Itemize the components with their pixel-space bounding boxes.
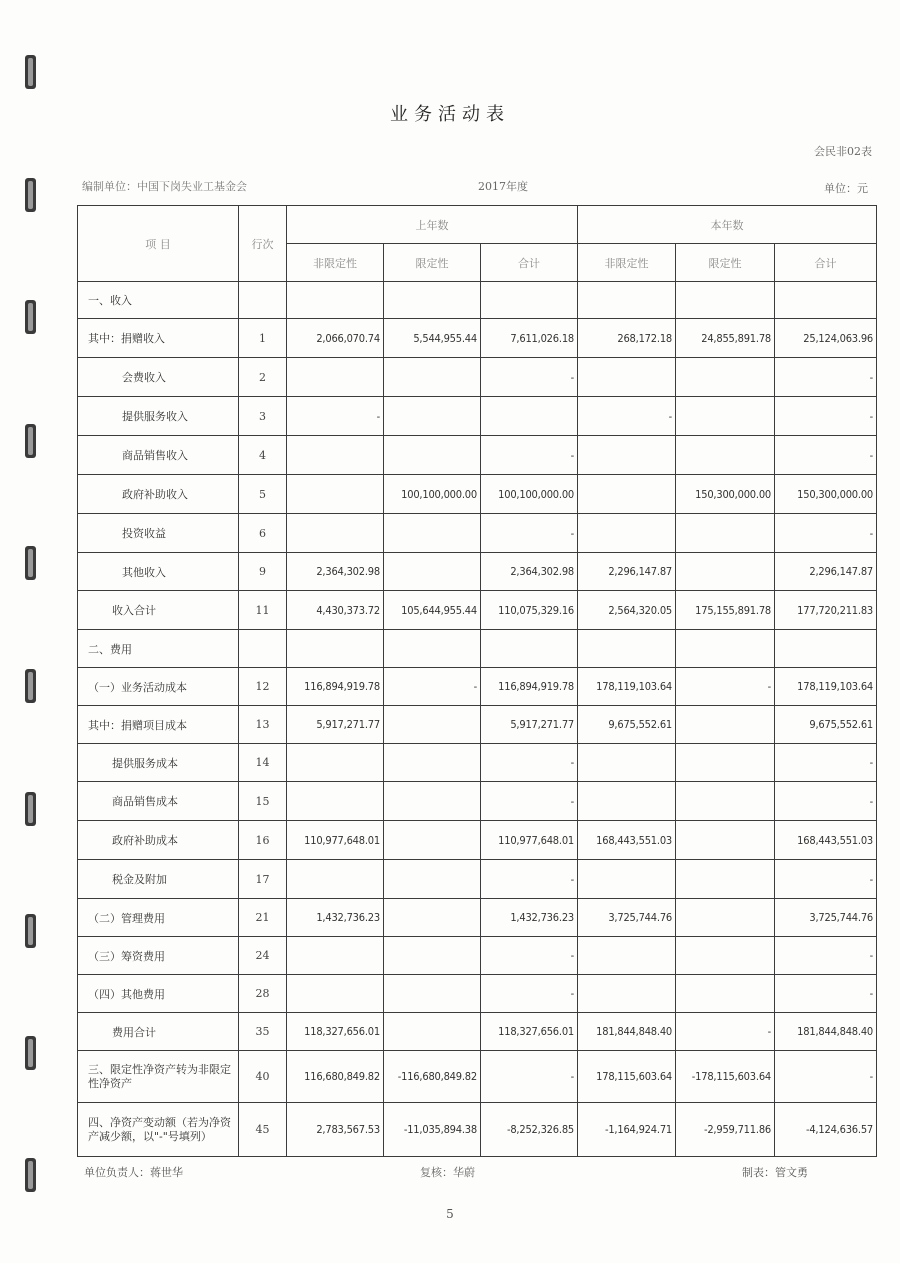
cell-current-unrestricted [578, 514, 676, 553]
cell-prior-total [481, 630, 578, 668]
binder-hole [25, 1036, 36, 1070]
cell-current-unrestricted [578, 975, 676, 1013]
header-prior-total: 合计 [481, 244, 578, 282]
cell-prior-unrestricted [287, 514, 384, 553]
cell-prior-restricted [384, 397, 481, 436]
preparer: 制表：管文勇 [742, 1166, 808, 1179]
binder-hole [25, 300, 36, 334]
table-row [78, 1013, 877, 1051]
cell-prior-restricted [384, 860, 481, 899]
cell-current-total: - [775, 860, 877, 899]
cell-prior-unrestricted: 1,432,736.23 [287, 899, 384, 937]
row-label: 费用合计 [78, 1013, 239, 1051]
table-row [78, 1103, 877, 1157]
cell-current-unrestricted [578, 436, 676, 475]
row-label: 一、收入 [78, 282, 239, 319]
row-line-number: 4 [239, 436, 287, 475]
row-line-number: 17 [239, 860, 287, 899]
cell-prior-restricted [384, 821, 481, 860]
cell-current-unrestricted [578, 475, 676, 514]
cell-prior-restricted [384, 553, 481, 591]
page-number: 5 [446, 1207, 454, 1221]
row-label: 其中：捐赠项目成本 [78, 706, 239, 744]
cell-prior-restricted [384, 514, 481, 553]
cell-current-restricted [676, 975, 775, 1013]
cell-prior-unrestricted: 2,066,070.74 [287, 319, 384, 358]
binder-hole [25, 669, 36, 703]
row-label: 商品销售成本 [78, 782, 239, 821]
cell-current-restricted [676, 860, 775, 899]
cell-prior-unrestricted: - [287, 397, 384, 436]
table-row [78, 397, 877, 436]
cell-prior-restricted [384, 630, 481, 668]
cell-prior-total: 110,075,329.16 [481, 591, 578, 630]
row-label: 收入合计 [78, 591, 239, 630]
currency-unit: 单位：元 [824, 182, 868, 195]
row-label: 其中：捐赠收入 [78, 319, 239, 358]
cell-current-total: - [775, 397, 877, 436]
header-item: 项 目 [78, 206, 239, 282]
row-label: 提供服务收入 [78, 397, 239, 436]
cell-prior-total: 118,327,656.01 [481, 1013, 578, 1051]
cell-current-total: 177,720,211.83 [775, 591, 877, 630]
row-line-number: 5 [239, 475, 287, 514]
row-line-number: 13 [239, 706, 287, 744]
row-label: 提供服务成本 [78, 744, 239, 782]
cell-prior-total: - [481, 1051, 578, 1103]
cell-current-unrestricted: -1,164,924.71 [578, 1103, 676, 1157]
table-row [78, 860, 877, 899]
cell-current-total: - [775, 436, 877, 475]
cell-current-restricted: 24,855,891.78 [676, 319, 775, 358]
cell-current-total: - [775, 782, 877, 821]
table-row [78, 821, 877, 860]
cell-prior-unrestricted [287, 782, 384, 821]
cell-prior-total: - [481, 744, 578, 782]
cell-current-restricted [676, 397, 775, 436]
row-line-number: 2 [239, 358, 287, 397]
cell-current-restricted: -178,115,603.64 [676, 1051, 775, 1103]
cell-current-total: 150,300,000.00 [775, 475, 877, 514]
cell-prior-unrestricted [287, 975, 384, 1013]
cell-current-unrestricted: 181,844,848.40 [578, 1013, 676, 1051]
cell-prior-restricted [384, 937, 481, 975]
cell-prior-unrestricted: 116,894,919.78 [287, 668, 384, 706]
row-line-number: 11 [239, 591, 287, 630]
cell-current-unrestricted: 268,172.18 [578, 319, 676, 358]
cell-prior-unrestricted [287, 744, 384, 782]
cell-current-unrestricted: 9,675,552.61 [578, 706, 676, 744]
cell-prior-total [481, 397, 578, 436]
cell-current-restricted [676, 282, 775, 319]
cell-prior-unrestricted: 2,783,567.53 [287, 1103, 384, 1157]
row-line-number: 35 [239, 1013, 287, 1051]
organization: 编制单位：中国下岗失业工基金会 [82, 180, 247, 193]
cell-prior-total: - [481, 860, 578, 899]
cell-prior-unrestricted [287, 937, 384, 975]
header-prior-unrestricted: 非限定性 [287, 244, 384, 282]
cell-prior-unrestricted: 110,977,648.01 [287, 821, 384, 860]
cell-prior-unrestricted: 118,327,656.01 [287, 1013, 384, 1051]
cell-current-total [775, 630, 877, 668]
cell-current-total: -4,124,636.57 [775, 1103, 877, 1157]
binder-hole [25, 178, 36, 212]
cell-prior-restricted: - [384, 668, 481, 706]
cell-current-total: - [775, 744, 877, 782]
cell-current-unrestricted [578, 282, 676, 319]
cell-prior-total: 7,611,026.18 [481, 319, 578, 358]
cell-prior-restricted: -116,680,849.82 [384, 1051, 481, 1103]
table-body [78, 206, 877, 1157]
header-current-unrestricted: 非限定性 [578, 244, 676, 282]
row-line-number: 12 [239, 668, 287, 706]
row-label: 政府补助成本 [78, 821, 239, 860]
binder-hole [25, 914, 36, 948]
row-line-number: 1 [239, 319, 287, 358]
table-row [78, 1051, 877, 1103]
cell-current-total: 9,675,552.61 [775, 706, 877, 744]
row-label: 会费收入 [78, 358, 239, 397]
page-title: 业务活动表 [390, 104, 510, 125]
cell-prior-total: - [481, 782, 578, 821]
binder-hole [25, 1158, 36, 1192]
table-row [78, 282, 877, 319]
cell-current-unrestricted: 2,296,147.87 [578, 553, 676, 591]
cell-prior-total: - [481, 975, 578, 1013]
cell-current-total: 25,124,063.96 [775, 319, 877, 358]
cell-prior-total [481, 282, 578, 319]
cell-prior-unrestricted [287, 475, 384, 514]
cell-prior-unrestricted [287, 860, 384, 899]
row-line-number: 15 [239, 782, 287, 821]
cell-prior-unrestricted: 5,917,271.77 [287, 706, 384, 744]
cell-current-total: - [775, 975, 877, 1013]
table-row [78, 553, 877, 591]
cell-current-restricted [676, 899, 775, 937]
cell-prior-total: -8,252,326.85 [481, 1103, 578, 1157]
row-label: （二）管理费用 [78, 899, 239, 937]
binder-hole [25, 424, 36, 458]
cell-current-restricted [676, 553, 775, 591]
cell-prior-unrestricted: 4,430,373.72 [287, 591, 384, 630]
row-label: （四）其他费用 [78, 975, 239, 1013]
cell-current-unrestricted [578, 630, 676, 668]
cell-prior-total: - [481, 358, 578, 397]
cell-current-restricted [676, 358, 775, 397]
cell-current-restricted [676, 782, 775, 821]
form-number: 会民非02表 [814, 145, 872, 158]
cell-current-unrestricted [578, 358, 676, 397]
binder-hole [25, 546, 36, 580]
table-row [78, 706, 877, 744]
cell-current-restricted [676, 821, 775, 860]
cell-prior-unrestricted [287, 358, 384, 397]
cell-current-total: 2,296,147.87 [775, 553, 877, 591]
table-row [78, 630, 877, 668]
cell-current-restricted [676, 630, 775, 668]
cell-prior-total: 100,100,000.00 [481, 475, 578, 514]
cell-current-total [775, 282, 877, 319]
cell-current-unrestricted: - [578, 397, 676, 436]
cell-prior-restricted [384, 436, 481, 475]
cell-current-total: 181,844,848.40 [775, 1013, 877, 1051]
row-line-number: 16 [239, 821, 287, 860]
cell-current-total: - [775, 937, 877, 975]
cell-prior-restricted: -11,035,894.38 [384, 1103, 481, 1157]
row-label: 政府补助收入 [78, 475, 239, 514]
cell-current-restricted: 150,300,000.00 [676, 475, 775, 514]
cell-prior-restricted [384, 975, 481, 1013]
table-row [78, 899, 877, 937]
header-row [78, 206, 877, 244]
cell-prior-restricted [384, 744, 481, 782]
row-line-number [239, 282, 287, 319]
cell-current-total: - [775, 514, 877, 553]
row-label: 商品销售收入 [78, 436, 239, 475]
table-row [78, 319, 877, 358]
cell-prior-restricted [384, 282, 481, 319]
cell-prior-restricted [384, 782, 481, 821]
table-row [78, 436, 877, 475]
row-label: 投资收益 [78, 514, 239, 553]
cell-prior-total: 2,364,302.98 [481, 553, 578, 591]
cell-current-total: 178,119,103.64 [775, 668, 877, 706]
cell-prior-total: - [481, 514, 578, 553]
cell-current-unrestricted: 178,115,603.64 [578, 1051, 676, 1103]
table-row [78, 937, 877, 975]
cell-current-total: 3,725,744.76 [775, 899, 877, 937]
header-prior-restricted: 限定性 [384, 244, 481, 282]
cell-prior-total: - [481, 436, 578, 475]
row-line-number: 45 [239, 1103, 287, 1157]
row-line-number [239, 630, 287, 668]
row-label: 其他收入 [78, 553, 239, 591]
cell-prior-restricted: 100,100,000.00 [384, 475, 481, 514]
header-current-total: 合计 [775, 244, 877, 282]
table-row [78, 591, 877, 630]
row-line-number: 24 [239, 937, 287, 975]
binder-hole [25, 792, 36, 826]
cell-current-restricted [676, 744, 775, 782]
cell-current-restricted [676, 436, 775, 475]
cell-prior-total: 1,432,736.23 [481, 899, 578, 937]
row-line-number: 9 [239, 553, 287, 591]
row-line-number: 40 [239, 1051, 287, 1103]
cell-current-unrestricted: 2,564,320.05 [578, 591, 676, 630]
cell-current-restricted [676, 514, 775, 553]
row-label: 三、限定性净资产转为非限定性净资产 [78, 1051, 239, 1103]
row-label: 税金及附加 [78, 860, 239, 899]
table-row [78, 358, 877, 397]
cell-current-unrestricted [578, 744, 676, 782]
cell-current-unrestricted [578, 782, 676, 821]
table-row [78, 475, 877, 514]
cell-current-unrestricted: 168,443,551.03 [578, 821, 676, 860]
cell-current-unrestricted [578, 937, 676, 975]
cell-prior-restricted [384, 1013, 481, 1051]
row-label: 二、费用 [78, 630, 239, 668]
cell-prior-restricted [384, 358, 481, 397]
table-row [78, 975, 877, 1013]
cell-prior-restricted [384, 899, 481, 937]
cell-current-restricted: - [676, 1013, 775, 1051]
cell-prior-unrestricted: 2,364,302.98 [287, 553, 384, 591]
report-year: 2017年度 [478, 180, 528, 193]
cell-current-unrestricted: 178,119,103.64 [578, 668, 676, 706]
row-label: （一）业务活动成本 [78, 668, 239, 706]
activity-statement-table [77, 205, 877, 1157]
cell-prior-restricted [384, 706, 481, 744]
row-label: （三）筹资费用 [78, 937, 239, 975]
cell-prior-total: 110,977,648.01 [481, 821, 578, 860]
binder-hole [25, 55, 36, 89]
cell-current-restricted [676, 937, 775, 975]
cell-current-unrestricted [578, 860, 676, 899]
cell-prior-total: 116,894,919.78 [481, 668, 578, 706]
row-line-number: 21 [239, 899, 287, 937]
cell-current-total: 168,443,551.03 [775, 821, 877, 860]
cell-prior-restricted: 105,644,955.44 [384, 591, 481, 630]
table-row [78, 514, 877, 553]
cell-prior-total: - [481, 937, 578, 975]
cell-prior-unrestricted: 116,680,849.82 [287, 1051, 384, 1103]
cell-current-total: - [775, 358, 877, 397]
person-in-charge: 单位负责人：蒋世华 [84, 1166, 183, 1179]
row-line-number: 28 [239, 975, 287, 1013]
cell-prior-unrestricted [287, 436, 384, 475]
cell-current-unrestricted: 3,725,744.76 [578, 899, 676, 937]
header-current-year: 本年数 [578, 206, 877, 244]
table-row [78, 782, 877, 821]
row-label: 四、净资产变动额（若为净资产减少额，以"-"号填列） [78, 1103, 239, 1157]
cell-prior-unrestricted [287, 282, 384, 319]
table-row [78, 668, 877, 706]
cell-prior-restricted: 5,544,955.44 [384, 319, 481, 358]
table-row [78, 744, 877, 782]
cell-current-total: - [775, 1051, 877, 1103]
row-line-number: 14 [239, 744, 287, 782]
cell-current-restricted: - [676, 668, 775, 706]
cell-prior-unrestricted [287, 630, 384, 668]
cell-current-restricted: 175,155,891.78 [676, 591, 775, 630]
cell-current-restricted [676, 706, 775, 744]
header-prior-year: 上年数 [287, 206, 578, 244]
row-line-number: 6 [239, 514, 287, 553]
header-current-restricted: 限定性 [676, 244, 775, 282]
header-line: 行次 [239, 206, 287, 282]
reviewer: 复核：华蔚 [420, 1166, 475, 1179]
cell-prior-total: 5,917,271.77 [481, 706, 578, 744]
cell-current-restricted: -2,959,711.86 [676, 1103, 775, 1157]
row-line-number: 3 [239, 397, 287, 436]
